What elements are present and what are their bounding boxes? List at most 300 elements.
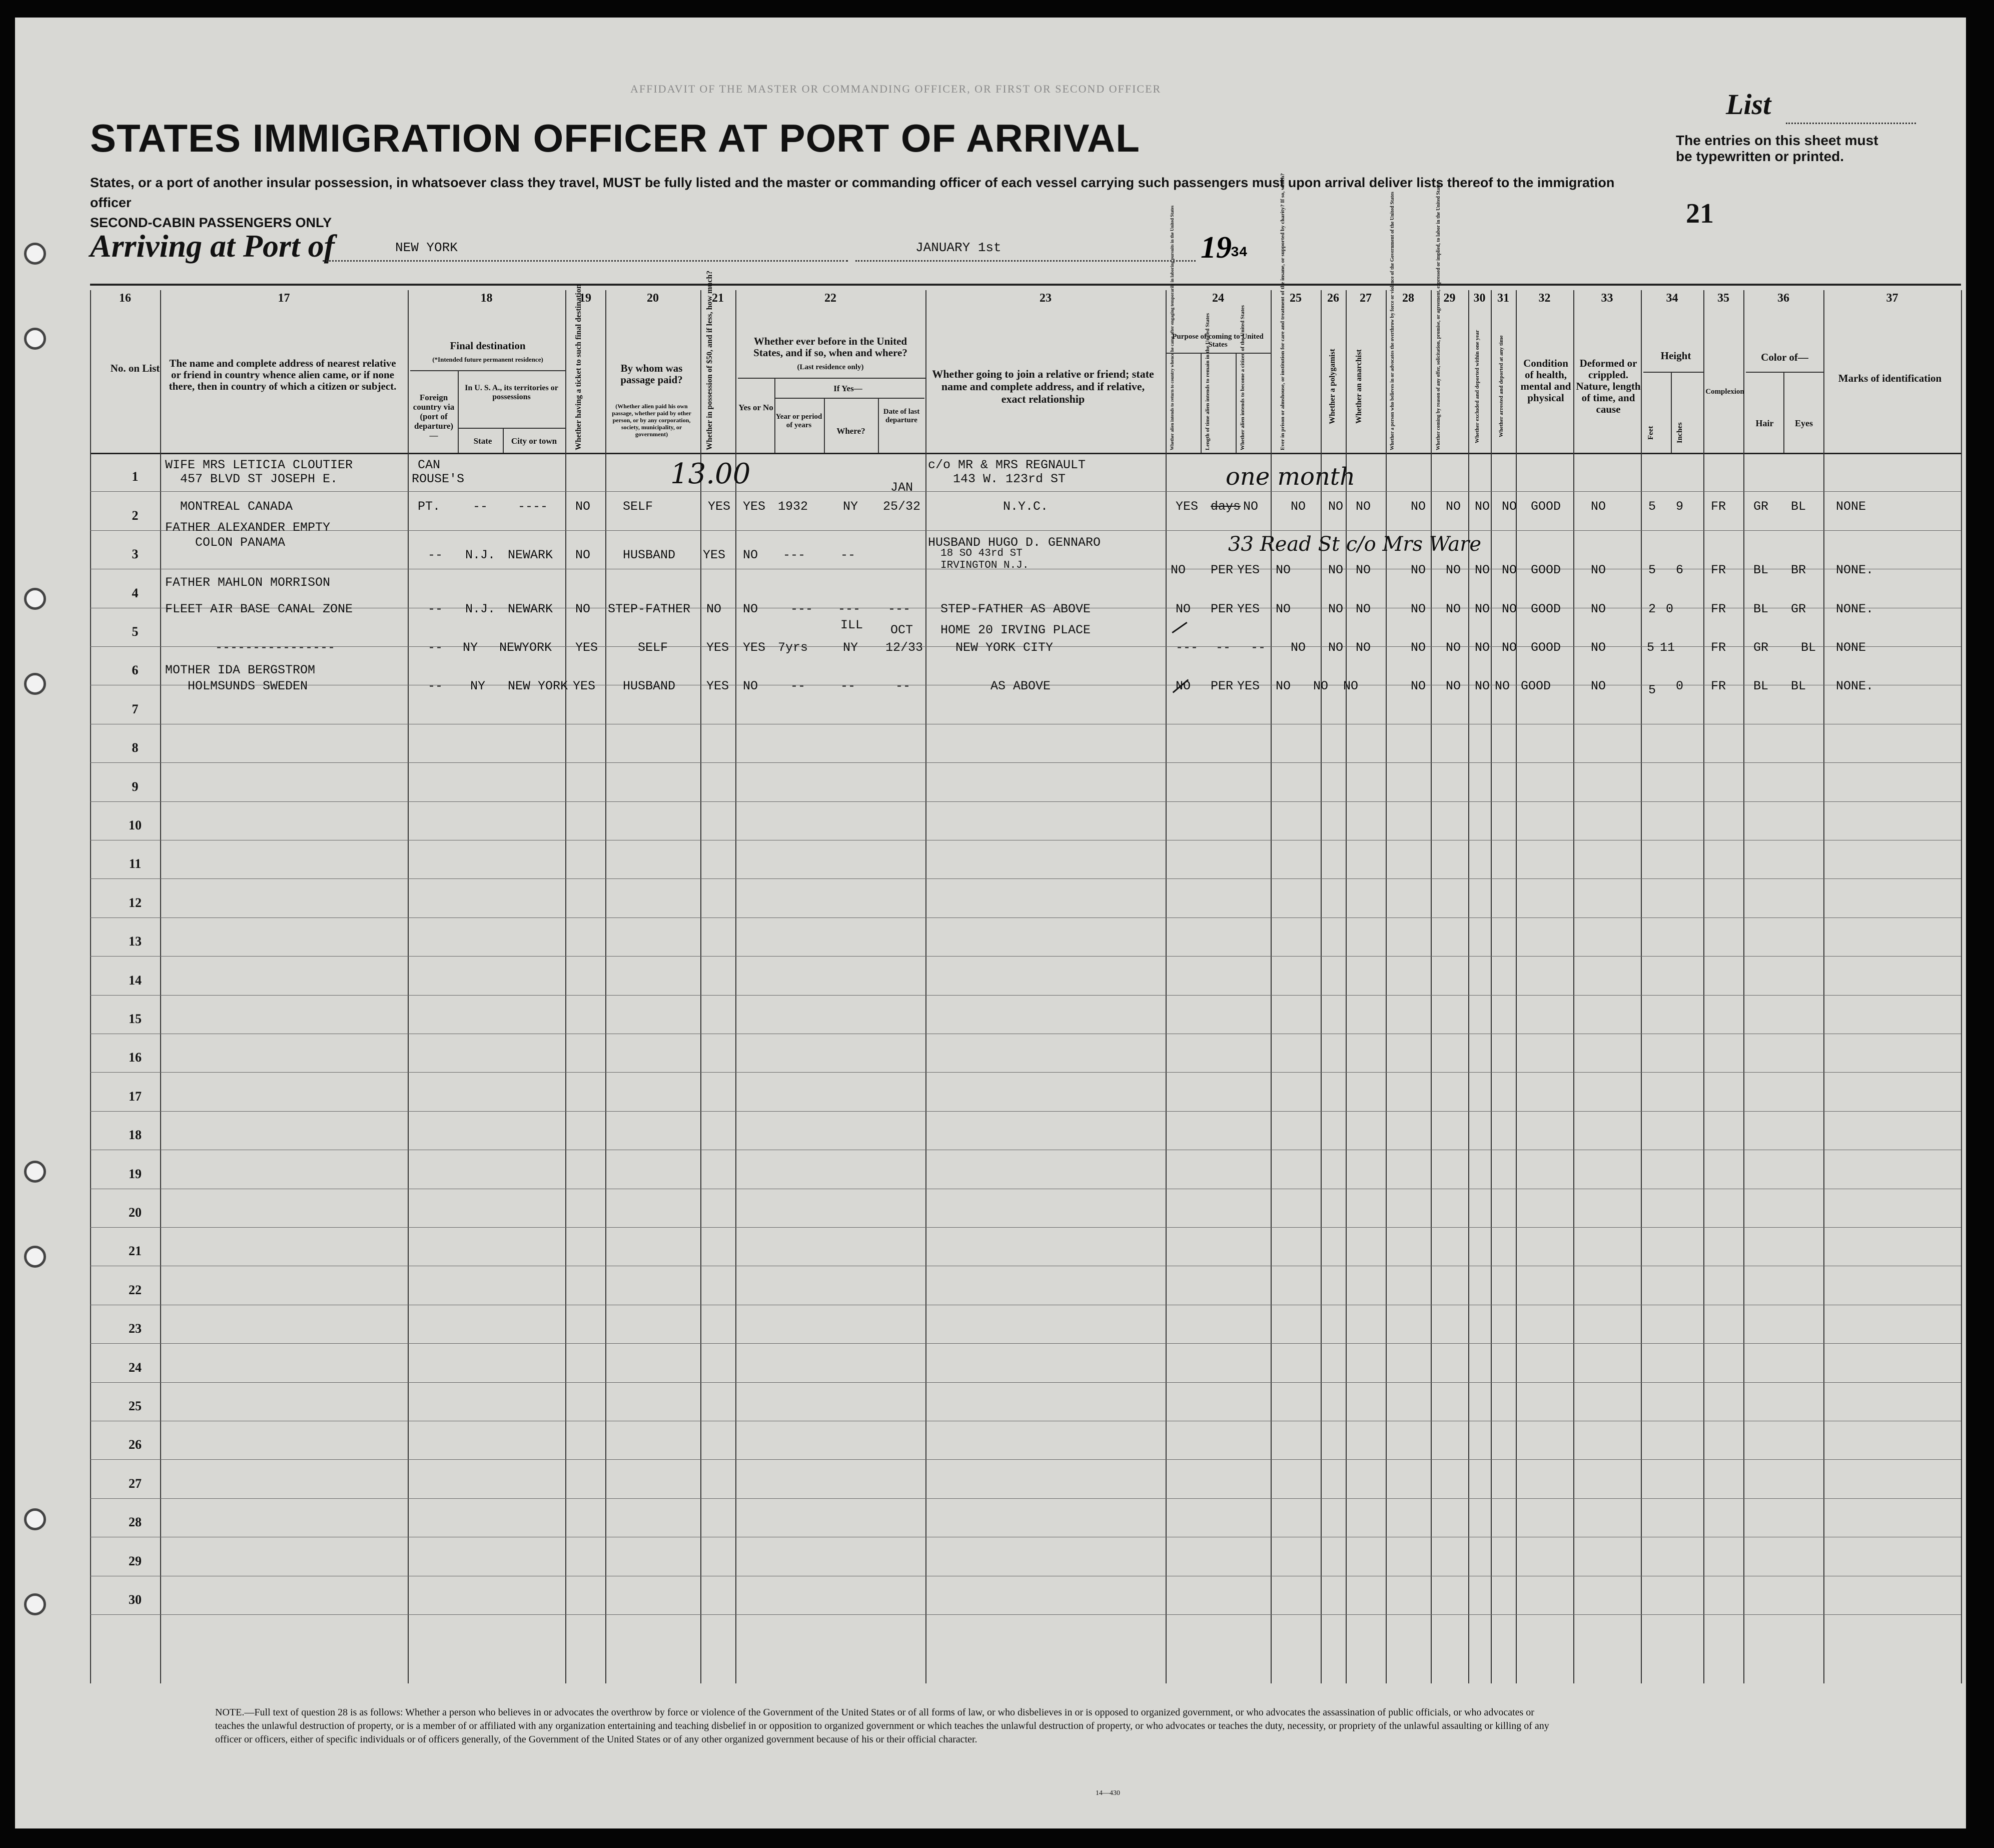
row-number: 9 xyxy=(132,779,139,794)
row-number: 2 xyxy=(132,508,139,523)
r4-c28: NO xyxy=(1411,640,1426,655)
binder-hole xyxy=(24,588,46,610)
column-number: 18 xyxy=(480,292,493,305)
date-value: JANUARY 1st xyxy=(915,240,1002,255)
column-number: 28 xyxy=(1402,292,1414,305)
header-eyes: Eyes xyxy=(1795,418,1813,428)
column-number: 35 xyxy=(1717,292,1729,305)
column-number: 25 xyxy=(1290,292,1302,305)
column-rule xyxy=(1703,290,1704,1683)
r2-c31: NO xyxy=(1502,563,1517,577)
sub-column-rule xyxy=(1201,353,1202,453)
r2-c27: NO xyxy=(1356,563,1371,577)
r2-length: PER xyxy=(1211,563,1234,577)
header-purpose-return: Whether alien intends to return to country whence he came after engaging temporarily in laboring pursuits in the United States xyxy=(1170,205,1175,450)
row-number: 28 xyxy=(129,1515,142,1530)
r1-city: ---- xyxy=(518,499,548,514)
column-number: 30 xyxy=(1473,292,1486,305)
r1-purpose: YES xyxy=(1176,499,1199,514)
header-arrested: Whether arrested and deported at any time xyxy=(1498,335,1504,438)
column-rule xyxy=(1271,290,1272,1683)
header-purpose-length: Length of time alien intends to remain in the United States xyxy=(1205,313,1211,450)
header-anarchist: Whether an anarchist xyxy=(1355,349,1363,424)
r2-c26: NO xyxy=(1328,563,1344,577)
r5-marks: NONE. xyxy=(1836,679,1874,693)
port-value: NEW YORK xyxy=(395,240,458,255)
header-passage-paid-note: (Whether alien paid his own passage, whether paid by other person, or by any corporation, society, municipality, or government) xyxy=(612,403,691,438)
column-rule xyxy=(1321,290,1322,1683)
header-last-departure: Date of last departure xyxy=(883,408,920,424)
row-number: 26 xyxy=(129,1437,142,1452)
header-ticket: Whether having a ticket to such final destination xyxy=(574,284,583,450)
r5-before: NO xyxy=(743,679,758,693)
header-in-usa: In U. S. A., its territories or possessions xyxy=(465,384,558,401)
rule-36-sub xyxy=(1746,372,1823,373)
column-rule xyxy=(1386,290,1387,1683)
r2-hair: BL xyxy=(1753,563,1769,577)
row-number: 6 xyxy=(132,663,139,678)
row-rule xyxy=(90,1111,1961,1112)
r4-join-2: NEW YORK CITY xyxy=(955,640,1054,655)
r1-health: GOOD xyxy=(1531,499,1561,514)
column-number: 16 xyxy=(119,292,131,305)
r4-purpose: --- xyxy=(1176,640,1199,655)
header-offer-labor: Whether coming by reason of any offer, solicitation, promise, or agreement, expressed or implied, to labor in the United States xyxy=(1436,182,1441,450)
r1-join-2: 143 W. 123rd ST xyxy=(953,472,1066,486)
r5-c29: NO xyxy=(1446,679,1461,693)
column-rule xyxy=(1641,290,1642,1683)
row-number: 15 xyxy=(129,1012,142,1026)
column-number: 26 xyxy=(1327,292,1339,305)
row-rule xyxy=(90,956,1961,957)
r3-year: --- xyxy=(790,602,813,616)
header-deformed: Deformed or crippled. Nature, length of time, and cause xyxy=(1576,357,1641,415)
r2-feet: 5 xyxy=(1648,563,1656,577)
header-top-rule xyxy=(90,284,1961,286)
r4-complexion: FR xyxy=(1711,640,1726,655)
form-number: 14—430 xyxy=(1096,1789,1120,1797)
r1-state: -- xyxy=(473,499,488,514)
header-state: State xyxy=(473,436,492,446)
row-rule xyxy=(90,1227,1961,1228)
r2-marks: NONE. xyxy=(1836,563,1874,577)
column-number: 20 xyxy=(647,292,659,305)
r4-year: 7yrs xyxy=(778,640,808,655)
r3-c31: NO xyxy=(1502,602,1517,616)
row-number: 29 xyxy=(129,1553,142,1568)
header-if-yes: If Yes— xyxy=(833,384,862,393)
header-bottom-rule xyxy=(90,453,1961,454)
row-rule xyxy=(90,530,1961,531)
r4-deformed: NO xyxy=(1591,640,1606,655)
r3-paid-by: STEP-FATHER xyxy=(608,602,691,616)
r2-c30: NO xyxy=(1475,563,1490,577)
header-marks: Marks of identification xyxy=(1838,372,1942,384)
intro-line: States, or a port of another insular possession, in whatsoever class they travel, MUST be fully listed and the master or commanding officer of each vessel carrying such passengers must upon arrival deliver lists thereof to the immigration officer xyxy=(90,175,1615,210)
column-number: 24 xyxy=(1212,292,1224,305)
r3-c27: NO xyxy=(1356,602,1371,616)
column-number: 17 xyxy=(278,292,290,305)
column-rule xyxy=(925,290,926,1683)
row-number: 19 xyxy=(129,1166,142,1181)
column-rule xyxy=(1491,290,1492,1683)
row-rule xyxy=(90,762,1961,763)
row-number: 1 xyxy=(132,469,139,484)
r5-foreign: -- xyxy=(428,679,443,693)
r3-c29: NO xyxy=(1446,602,1461,616)
row-number: 7 xyxy=(132,701,139,716)
r4-feet: 5 xyxy=(1647,640,1655,655)
sub-column-rule xyxy=(824,398,825,453)
r1-date-2: 25/32 xyxy=(883,499,921,514)
r4-c26: NO xyxy=(1328,640,1344,655)
column-rule xyxy=(1573,290,1574,1683)
r3-city: NEWARK xyxy=(508,602,553,616)
binder-hole xyxy=(24,243,46,265)
r1-handwritten-length: one month xyxy=(1226,463,1356,491)
r5-c30: NO xyxy=(1475,679,1490,693)
header-year-period: Year or period of years xyxy=(775,413,822,429)
row-number: 4 xyxy=(132,585,139,600)
r5-hair: BL xyxy=(1753,679,1769,693)
year-prefix: 19 xyxy=(1201,231,1232,265)
r4-c31: NO xyxy=(1502,640,1517,655)
r3-where: --- xyxy=(838,602,861,616)
header-last-residence: (Last residence only) xyxy=(797,363,864,371)
r1-fifty: YES xyxy=(708,499,731,514)
sub-column-rule xyxy=(878,398,879,453)
r1-length: days xyxy=(1211,499,1241,514)
r5-city: NEW YORK xyxy=(508,679,568,693)
r2-paid-by: HUSBAND xyxy=(623,548,676,562)
r1-ticket: NO xyxy=(575,499,591,514)
r4-c29: NO xyxy=(1446,640,1461,655)
r2-c29: NO xyxy=(1446,563,1461,577)
header-excluded: Whether excluded and deported within one year xyxy=(1474,330,1480,443)
r3-join: STEP-FATHER AS ABOVE xyxy=(940,602,1091,616)
r1-marks: NONE xyxy=(1836,499,1866,514)
r3-health: GOOD xyxy=(1531,602,1561,616)
r2-c28: NO xyxy=(1411,563,1426,577)
sub-column-rule xyxy=(503,428,504,453)
r1-where: NY xyxy=(843,499,858,514)
r5-c25: NO xyxy=(1276,679,1291,693)
r5-length: PER xyxy=(1211,679,1234,693)
row-rule xyxy=(90,917,1961,918)
r5-inches: 0 xyxy=(1676,679,1684,693)
r4-fifty: YES xyxy=(706,640,729,655)
header-before-in-us: Whether ever before in the United States, and if so, when and where? xyxy=(753,335,907,359)
r1-deformed: NO xyxy=(1591,499,1606,514)
column-number: 27 xyxy=(1360,292,1372,305)
r1-handwritten-amount: 13.00 xyxy=(670,458,751,490)
header-prison: Ever in prison or almshouse, or institution for care and treatment of the insane, or supported by charity? If so, which? xyxy=(1280,173,1286,450)
r2-join-1: HUSBAND HUGO D. GENNARO xyxy=(928,535,1101,550)
header-inches: Inches xyxy=(1676,422,1684,443)
r2-complexion: FR xyxy=(1711,563,1726,577)
column-number: 36 xyxy=(1777,292,1789,305)
date-line xyxy=(855,260,1196,262)
r5-c27: NO xyxy=(1343,679,1359,693)
row-number: 17 xyxy=(129,1089,142,1104)
r4-state: NY xyxy=(463,640,478,655)
rule-18-sub xyxy=(410,370,565,371)
r2-before: NO xyxy=(743,548,758,562)
r4-marks: NONE xyxy=(1836,640,1866,655)
r3-citizen: YES xyxy=(1237,602,1260,616)
r2-citizen: YES xyxy=(1237,563,1260,577)
r3-length: PER xyxy=(1211,602,1234,616)
r4-citizen: -- xyxy=(1251,640,1266,655)
row-number: 8 xyxy=(132,740,139,755)
r5-health: GOOD xyxy=(1521,679,1551,693)
sub-column-rule xyxy=(774,378,775,453)
r4-join-1: HOME 20 IRVING PLACE xyxy=(940,623,1091,637)
r4-date-2: 12/33 xyxy=(885,640,923,655)
row-number: 16 xyxy=(129,1050,142,1065)
r1-join-1: c/o MR & MRS REGNAULT xyxy=(928,458,1086,472)
r1-inches: 9 xyxy=(1676,499,1684,514)
sub-column-rule xyxy=(1783,372,1784,453)
r3-name-line2: FLEET AIR BASE CANAL ZONE xyxy=(165,602,353,616)
r3-fifty: NO xyxy=(706,602,722,616)
row-number: 13 xyxy=(129,934,142,949)
r3-marks: NONE. xyxy=(1836,602,1874,616)
list-number-line xyxy=(1786,122,1916,124)
r1-name-line1: WIFE MRS LETICIA CLOUTIER xyxy=(165,458,353,472)
r3-complexion: FR xyxy=(1711,602,1726,616)
r1-foreign-2: ROUSE'S xyxy=(412,472,465,486)
r1-c29: NO xyxy=(1446,499,1461,514)
typewritten-note: The entries on this sheet must be typewritten or printed. xyxy=(1676,133,1878,164)
row-number: 18 xyxy=(129,1128,142,1143)
row-number: 21 xyxy=(129,1244,142,1259)
row-number: 14 xyxy=(129,973,142,988)
r3-c26: NO xyxy=(1328,602,1344,616)
r4-before: YES xyxy=(743,640,766,655)
column-rule xyxy=(1468,290,1469,1683)
r4-paid-by: SELF xyxy=(638,640,668,655)
r4-ticket: YES xyxy=(575,640,598,655)
header-fifty-dollars: Whether in possession of $50, and if less, how much? xyxy=(705,270,714,450)
r1-complexion: FR xyxy=(1711,499,1726,514)
r1-before: YES xyxy=(743,499,766,514)
row-rule xyxy=(90,1459,1961,1460)
header-health: Condition of health, mental and physical xyxy=(1520,357,1571,404)
column-number: 29 xyxy=(1443,292,1456,305)
r1-hair: GR xyxy=(1753,499,1769,514)
row-number: 22 xyxy=(129,1282,142,1297)
r4-where-2: NY xyxy=(843,640,858,655)
r1-c28: NO xyxy=(1411,499,1426,514)
sheet-number: 21 xyxy=(1686,198,1714,229)
header-overthrow: Whether a person who believes in or advocates the overthrow by force or violence of the Government of the United States xyxy=(1390,192,1395,450)
header-no-on-list: No. on List xyxy=(110,362,160,374)
r1-foreign-3: PT. xyxy=(418,499,441,514)
faint-heading: AFFIDAVIT OF THE MASTER OR COMMANDING OFFICER, OR FIRST OR SECOND OFFICER xyxy=(630,83,1162,95)
r4-check-mark xyxy=(1172,622,1187,633)
r4-c27: NO xyxy=(1356,640,1371,655)
column-rule xyxy=(1166,290,1167,1683)
r1-c26: NO xyxy=(1328,499,1344,514)
column-rule xyxy=(1346,290,1347,1683)
rule-22-sub xyxy=(738,378,925,379)
column-number: 23 xyxy=(1040,292,1052,305)
r4-hair: GR xyxy=(1753,640,1769,655)
r2-deformed: NO xyxy=(1591,563,1606,577)
row-number: 30 xyxy=(129,1592,142,1607)
row-rule xyxy=(90,1614,1961,1615)
r3-before: NO xyxy=(743,602,758,616)
header-where: Where? xyxy=(836,426,865,436)
row-number: 20 xyxy=(129,1205,142,1220)
page-title: STATES IMMIGRATION OFFICER AT PORT OF ARRIVAL xyxy=(90,116,1140,160)
r3-deformed: NO xyxy=(1591,602,1606,616)
list-label: List xyxy=(1726,88,1771,121)
r5-state: NY xyxy=(470,679,486,693)
column-number: 21 xyxy=(712,292,724,305)
r1-eyes: BL xyxy=(1791,499,1806,514)
r1-c31: NO xyxy=(1502,499,1517,514)
r4-where-1: ILL xyxy=(840,618,863,632)
r2-join-3: IRVINGTON N.J. xyxy=(940,560,1029,571)
r5-name-line1: MOTHER IDA BERGSTROM xyxy=(165,663,316,677)
r5-paid-by: HUSBAND xyxy=(623,679,676,693)
r2-where: -- xyxy=(840,548,856,562)
r2-ticket: NO xyxy=(575,548,591,562)
column-number: 31 xyxy=(1497,292,1509,305)
row-number: 10 xyxy=(129,818,142,832)
column-number: 37 xyxy=(1886,292,1898,305)
r1-c25: NO xyxy=(1291,499,1306,514)
r2-purpose: NO xyxy=(1171,563,1186,577)
r4-c25: NO xyxy=(1291,640,1306,655)
manifest-sheet xyxy=(15,18,1966,1828)
column-rule xyxy=(735,290,736,1683)
row-rule xyxy=(90,995,1961,996)
header-final-destination: Final destination xyxy=(450,340,526,352)
r1-name-line3: MONTREAL CANADA xyxy=(180,499,293,514)
r2-inches: 6 xyxy=(1676,563,1684,577)
r3-purpose: NO xyxy=(1176,602,1191,616)
r2-city: NEWARK xyxy=(508,548,553,562)
r1-c30: NO xyxy=(1475,499,1490,514)
row-rule xyxy=(90,1072,1961,1073)
r5-citizen: YES xyxy=(1237,679,1260,693)
header-feet: Feet xyxy=(1647,426,1655,440)
r3-ticket: NO xyxy=(575,602,591,616)
rule-34-sub xyxy=(1643,372,1703,373)
column-number: 22 xyxy=(824,292,836,305)
r4-inches: 11 xyxy=(1660,640,1675,655)
r4-date-1: OCT xyxy=(890,623,913,637)
r4-eyes: BL xyxy=(1801,640,1816,655)
r4-length: -- xyxy=(1216,640,1231,655)
r3-foreign: -- xyxy=(428,602,443,616)
header-height: Height xyxy=(1660,350,1691,362)
r3-name-line1: FATHER MAHLON MORRISON xyxy=(165,575,331,590)
header-hair: Hair xyxy=(1755,418,1774,428)
header-city: City or town xyxy=(511,436,557,446)
header-color: Color of— xyxy=(1761,351,1808,363)
r3-c30: NO xyxy=(1475,602,1490,616)
r3-c28: NO xyxy=(1411,602,1426,616)
binder-hole xyxy=(24,1508,46,1530)
r5-c28: NO xyxy=(1411,679,1426,693)
row-number: 25 xyxy=(129,1399,142,1413)
r4-name: ---------------- xyxy=(215,640,336,655)
column-rule xyxy=(700,290,701,1683)
row-number: 24 xyxy=(129,1360,142,1375)
sub-column-rule xyxy=(458,370,459,453)
row-number: 12 xyxy=(129,895,142,910)
binder-hole xyxy=(24,1161,46,1183)
r2-health: GOOD xyxy=(1531,563,1561,577)
column-rule xyxy=(1823,290,1824,1683)
row-rule xyxy=(90,491,1961,492)
r5-c31: NO xyxy=(1495,679,1510,693)
r5-complexion: FR xyxy=(1711,679,1726,693)
column-number: 33 xyxy=(1601,292,1613,305)
r1-date-1: JAN xyxy=(890,480,913,495)
r3-state: N.J. xyxy=(465,602,496,616)
column-rule xyxy=(565,290,566,1683)
r2-name-line2: COLON PANAMA xyxy=(195,535,286,550)
arriving-label: Arriving at Port of xyxy=(90,228,335,264)
r5-c26: NO xyxy=(1313,679,1329,693)
r2-eyes: BR xyxy=(1791,563,1806,577)
r1-name-line2: 457 BLVD ST JOSEPH E. xyxy=(180,472,338,486)
column-rule xyxy=(1961,290,1962,1683)
header-passage-paid: By whom was passage paid? xyxy=(620,362,683,386)
binder-hole xyxy=(24,1593,46,1615)
header-polygamist: Whether a polygamist xyxy=(1328,349,1337,424)
footnote: NOTE.—Full text of question 28 is as follows: Whether a person who believes in or advocates the overthrow by force or violence of the Government of the United States or of all forms of law, or who disbelieves in or is opposed to organized government, or who advocates the assassination of public officials, or who advocates or teaches the unlawful destruction of property, or is a member of or affiliated with any organization entertaining and teaching disbelief in or opposition to organized government or which teaches the unlawful destruction of property, or who advocates or teaches the duty, necessity, or propriety of the unlawful assaulting or killing of any officer or officers, either of specific individuals or of officers generally, of the Government of the United States or of any other organized government because of his or their official character. xyxy=(215,1707,1549,1745)
r3-eyes: GR xyxy=(1791,602,1806,616)
r1-foreign-1: CAN xyxy=(418,458,441,472)
r5-deformed: NO xyxy=(1591,679,1606,693)
r1-feet: 5 xyxy=(1648,499,1656,514)
intro-text xyxy=(90,173,1641,233)
binder-hole xyxy=(24,1246,46,1268)
binder-hole xyxy=(24,328,46,350)
r5-ticket: YES xyxy=(573,679,596,693)
row-rule xyxy=(90,1382,1961,1383)
column-rule xyxy=(605,290,606,1683)
row-number: 27 xyxy=(129,1476,142,1491)
header-foreign-country: Foreign country via (port of departure)— xyxy=(413,393,455,440)
column-number: 32 xyxy=(1538,292,1551,305)
row-rule xyxy=(90,878,1961,879)
r3-date: --- xyxy=(888,602,911,616)
header-final-destination-note: (*Intended future permanent residence) xyxy=(432,356,543,363)
r2-foreign: -- xyxy=(428,548,443,562)
row-rule xyxy=(90,1498,1961,1499)
column-rule xyxy=(1431,290,1432,1683)
sub-column-rule xyxy=(1236,353,1237,453)
r1-c27: NO xyxy=(1356,499,1371,514)
r1-year: 1932 xyxy=(778,499,808,514)
column-number: 34 xyxy=(1666,292,1678,305)
r4-foreign: -- xyxy=(428,640,443,655)
r5-feet: 5 xyxy=(1648,683,1656,697)
rule-24-sub xyxy=(1166,353,1271,354)
header-purpose-citizen: Whether alien intends to become a citizen of the United States xyxy=(1240,305,1246,450)
r3-c25: NO xyxy=(1276,602,1291,616)
r1-join-3: N.Y.C. xyxy=(1003,499,1049,514)
r5-join: AS ABOVE xyxy=(990,679,1051,693)
binder-hole xyxy=(24,673,46,695)
